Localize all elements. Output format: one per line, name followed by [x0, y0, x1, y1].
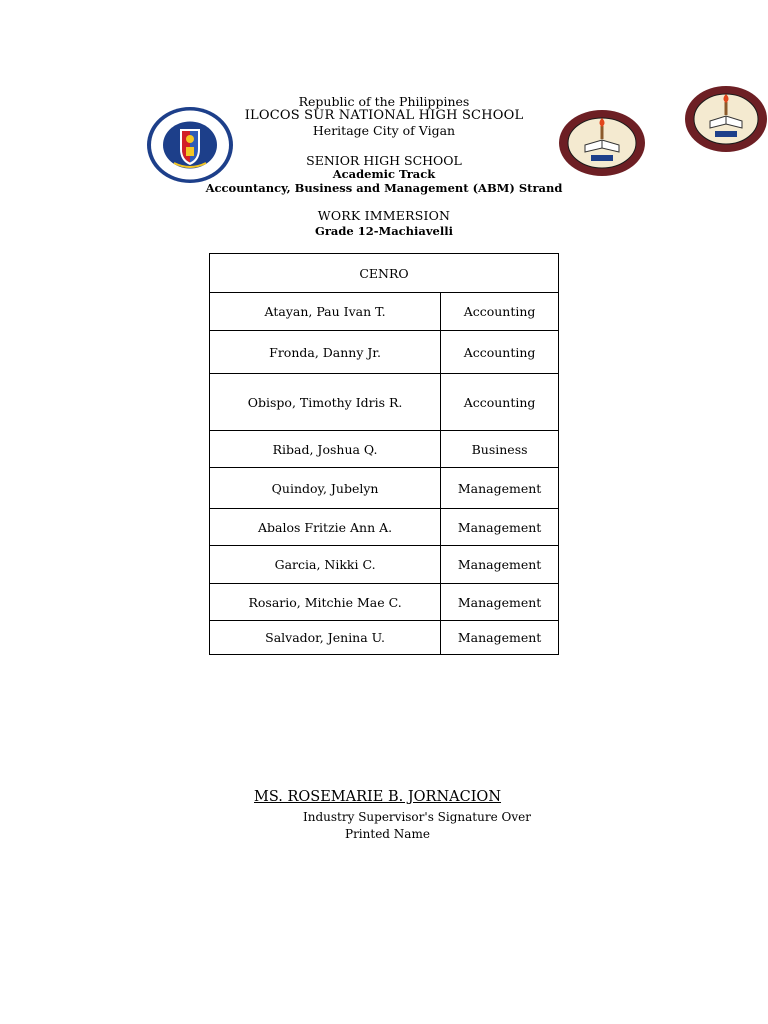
table-row	[210, 331, 559, 374]
table-row	[210, 293, 559, 331]
republic-line: Republic of the Philippines	[298, 94, 470, 109]
table-header-row	[210, 254, 559, 293]
program-title: WORK IMMERSION	[317, 208, 451, 223]
student-department: Accounting	[441, 293, 559, 331]
signature-caption-line2: Printed Name	[345, 827, 430, 841]
signature-caption-line1: Industry Supervisor's Signature Over	[303, 810, 531, 824]
student-name: Obispo, Timothy Idris R.	[210, 374, 441, 431]
student-name: Rosario, Mitchie Mae C.	[210, 584, 441, 621]
table-title: CENRO	[210, 254, 559, 293]
student-department: Business	[441, 431, 559, 468]
student-department: Accounting	[441, 374, 559, 431]
table-row	[210, 374, 559, 431]
student-name: Abalos Fritzie Ann A.	[210, 509, 441, 546]
student-department: Management	[441, 584, 559, 621]
strand-line: Accountancy, Business and Management (ABM) Strand	[205, 181, 563, 195]
city-line: Heritage City of Vigan	[312, 123, 456, 138]
student-department: Management	[441, 468, 559, 509]
supervisor-name: MS. ROSEMARIE B. JORNACION	[254, 789, 502, 805]
roster-table	[209, 253, 559, 655]
student-name: Salvador, Jenina U.	[210, 621, 441, 655]
table-row	[210, 621, 559, 655]
student-department: Accounting	[441, 331, 559, 374]
table-row	[210, 509, 559, 546]
table-row	[210, 468, 559, 509]
section-line: Grade 12-Machiavelli	[315, 224, 453, 238]
student-department: Management	[441, 509, 559, 546]
student-name: Ribad, Joshua Q.	[210, 431, 441, 468]
student-department: Management	[441, 621, 559, 655]
table-row	[210, 546, 559, 584]
student-name: Garcia, Nikki C.	[210, 546, 441, 584]
student-name: Quindoy, Jubelyn	[210, 468, 441, 509]
student-name: Fronda, Danny Jr.	[210, 331, 441, 374]
table-row	[210, 584, 559, 621]
level-line: SENIOR HIGH SCHOOL	[306, 153, 462, 168]
table-row	[210, 431, 559, 468]
track-line: Academic Track	[332, 167, 436, 181]
student-department: Management	[441, 546, 559, 584]
school-name: ILOCOS SUR NATIONAL HIGH SCHOOL	[244, 108, 524, 123]
student-name: Atayan, Pau Ivan T.	[210, 293, 441, 331]
